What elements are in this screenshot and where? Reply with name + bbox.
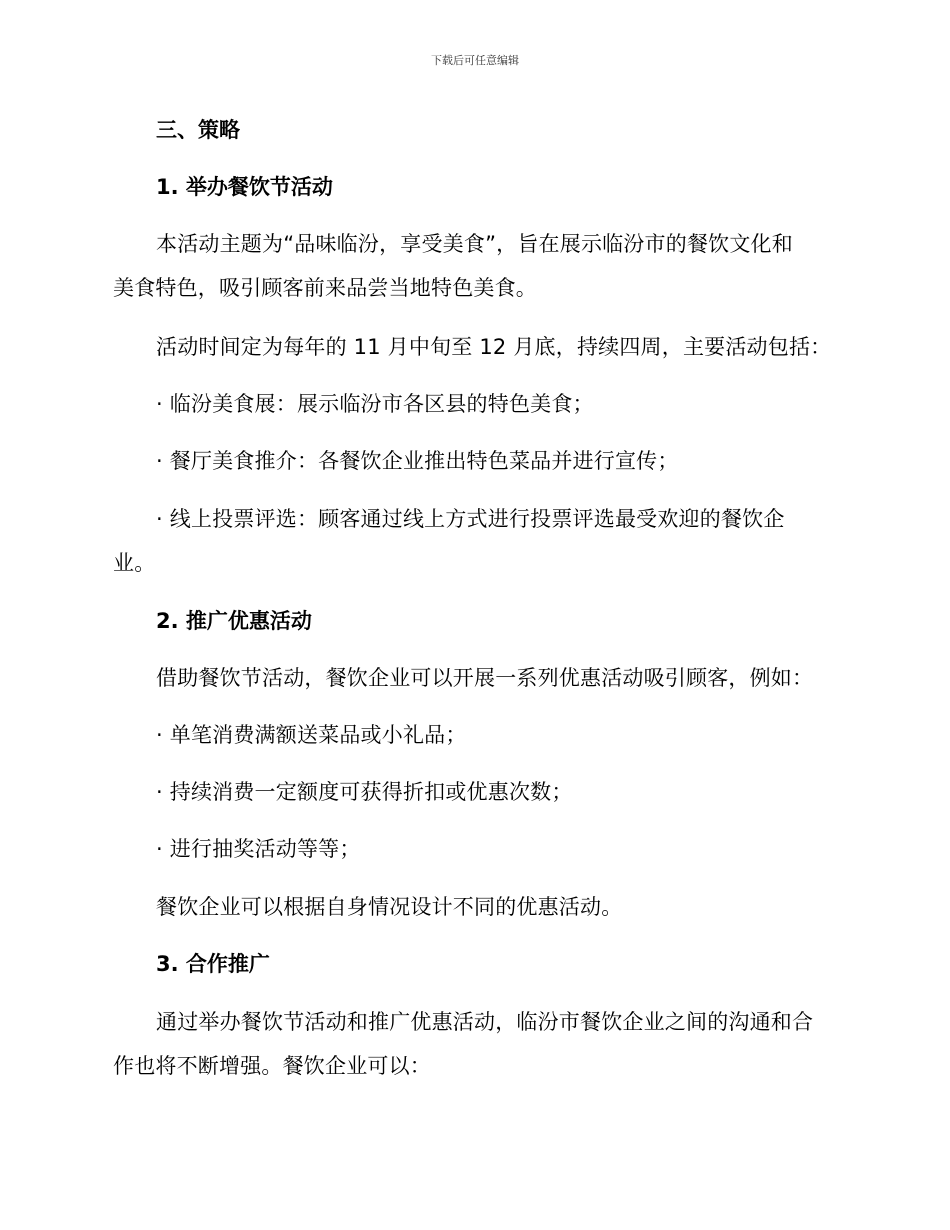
bullet-item: · 单笔消费满额送菜品或小礼品； <box>156 723 467 747</box>
paragraph-line: 活动时间定为每年的 11 月中旬至 12 月底，持续四周，主要活动包括： <box>156 335 832 359</box>
subsection-title-1: 1. 举办餐饮节活动 <box>156 175 333 199</box>
bullet-item: · 持续消费一定额度可获得折扣或优惠次数； <box>156 780 573 804</box>
paragraph-line: 作也将不断增强。餐饮企业可以： <box>113 1054 431 1078</box>
paragraph-line: 借助餐饮节活动，餐饮企业可以开展一系列优惠活动吸引顾客，例如： <box>156 666 814 690</box>
paragraph-line: 餐饮企业可以根据自身情况设计不同的优惠活动。 <box>156 895 623 919</box>
bullet-item: · 线上投票评选：顾客通过线上方式进行投票评选最受欢迎的餐饮企 <box>156 507 785 531</box>
bullet-item: · 进行抽奖活动等等； <box>156 837 361 861</box>
bullet-item: · 临汾美食展：展示临汾市各区县的特色美食； <box>156 392 594 416</box>
subsection-title-2: 2. 推广优惠活动 <box>156 609 312 633</box>
subsection-title-3: 3. 合作推广 <box>156 952 270 976</box>
paragraph-line: 业。 <box>113 551 156 575</box>
header-note: 下载后可任意编辑 <box>431 54 519 67</box>
paragraph-line: 美食特色，吸引顾客前来品尝当地特色美食。 <box>113 276 537 300</box>
paragraph-line: 本活动主题为“品味临汾，享受美食”，旨在展示临汾市的餐饮文化和 <box>156 232 793 256</box>
paragraph-line: 通过举办餐饮节活动和推广优惠活动，临汾市餐饮企业之间的沟通和合 <box>156 1010 814 1034</box>
bullet-item: · 餐厅美食推介：各餐饮企业推出特色菜品并进行宣传； <box>156 449 679 473</box>
section-title: 三、策略 <box>156 118 240 142</box>
